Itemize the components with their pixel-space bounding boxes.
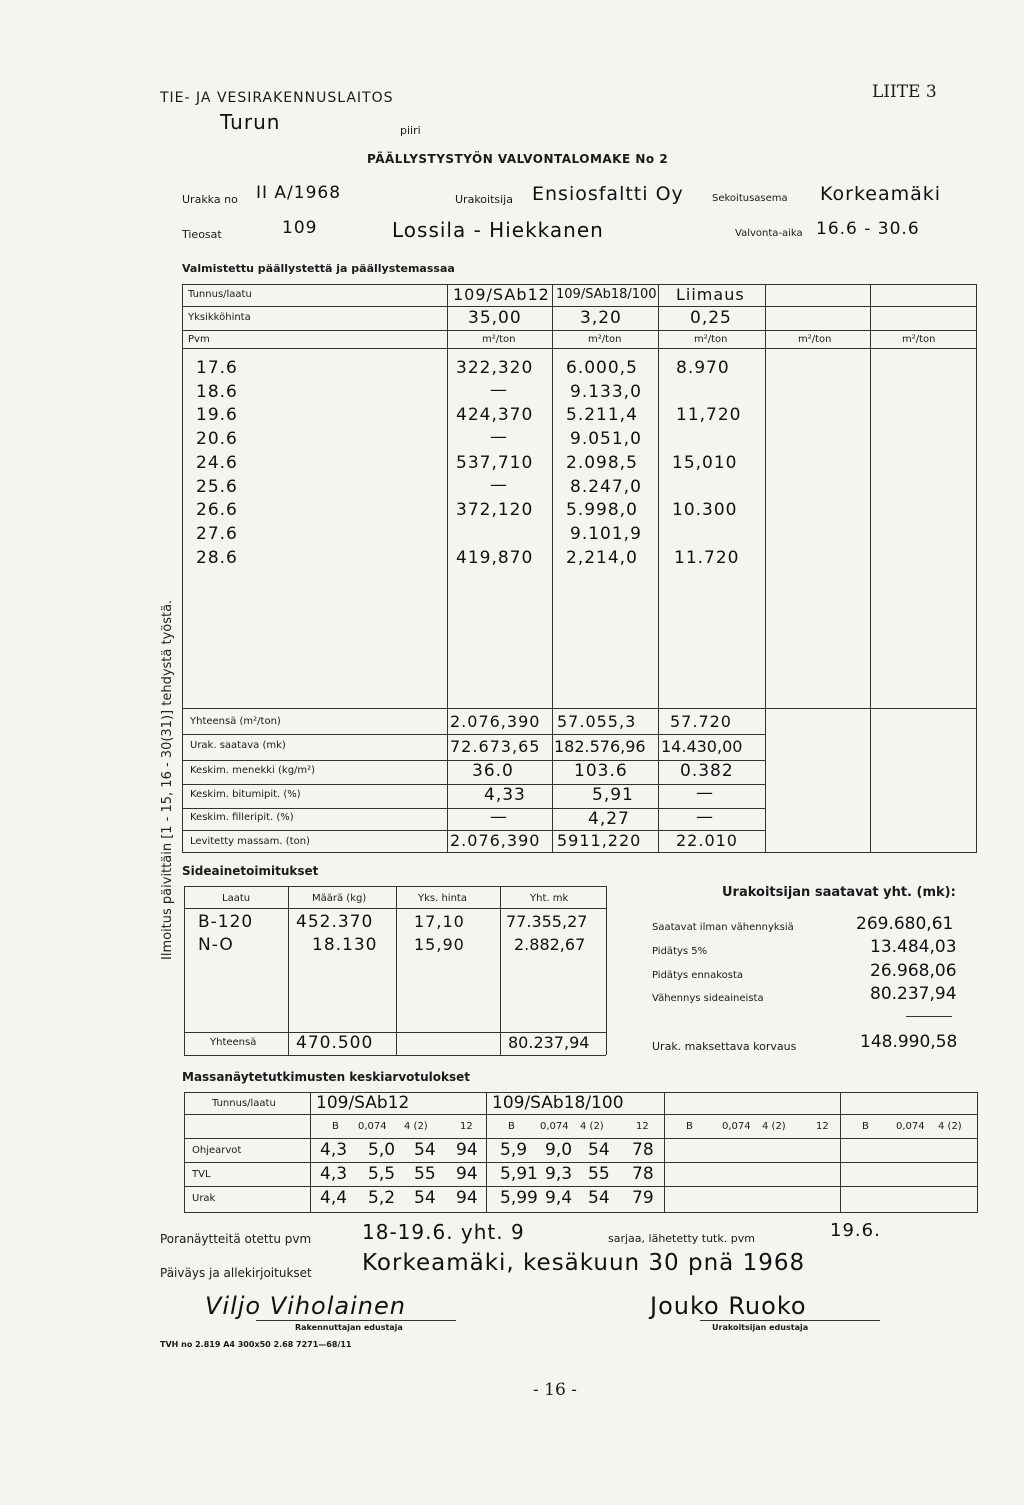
massa-table-line: [664, 1092, 665, 1212]
urakoitsija-label: Urakoitsija: [455, 193, 513, 206]
main-table-line: [182, 306, 977, 307]
massa-sub-12: 12: [460, 1121, 473, 1132]
side-header-laatu: Laatu: [222, 893, 251, 904]
massa-sub-b: B: [332, 1121, 339, 1132]
saatavat-label: Pidätys 5%: [652, 946, 708, 957]
paivays-label: Päiväys ja allekirjoitukset: [160, 1266, 312, 1280]
massa-v: 54: [414, 1140, 436, 1160]
side-table-line: [396, 886, 397, 1055]
col-unit-4: m²/ton: [798, 334, 832, 345]
summary-c3: —: [696, 807, 714, 827]
side-table-line: [606, 886, 607, 1055]
col-unit-5: m²/ton: [902, 334, 936, 345]
signature-right: Jouko Ruoko: [650, 1292, 807, 1320]
summary-c2: 4,27: [588, 809, 630, 829]
sarjaa-label: sarjaa, lähetetty tutk. pvm: [608, 1232, 755, 1245]
massa-v: 5,99: [500, 1188, 538, 1208]
massa-sub-12: 12: [636, 1121, 649, 1132]
urakka-value: II A/1968: [256, 183, 342, 203]
main-table-title: Valmistettu päällystettä ja päällystemassaa: [182, 262, 455, 275]
row-c2: 5.211,4: [566, 405, 638, 425]
massa-sub-b: B: [686, 1121, 693, 1132]
side-table-line: [184, 908, 606, 909]
main-table-line: [552, 284, 553, 852]
row-c2: 9.051,0: [570, 429, 642, 449]
massa-table-line: [184, 1138, 978, 1139]
side-row-maara: 18.130: [312, 935, 378, 955]
massa-sub-b: B: [862, 1121, 869, 1132]
main-table-line: [976, 284, 977, 852]
massa-sub-4: 4 (2): [404, 1121, 428, 1132]
massa-v: 4,4: [320, 1188, 348, 1208]
saatavat-underline: [906, 1016, 952, 1017]
pora-label: Poranäytteitä otettu pvm: [160, 1232, 312, 1246]
col-tunnus-2: 109/SAb18/100: [556, 287, 657, 302]
side-row-yht: 2.882,67: [514, 935, 586, 954]
row-c2: 2.098,5: [566, 453, 638, 473]
massa-group-1: 109/SAb12: [316, 1093, 410, 1113]
main-table-line: [182, 852, 977, 853]
row-c2: 9.101,9: [570, 524, 642, 544]
massa-row-label: TVL: [192, 1169, 211, 1180]
massa-table-line: [184, 1212, 978, 1213]
summary-c1: 4,33: [484, 785, 526, 805]
massa-v: 5,91: [500, 1164, 538, 1184]
side-header-yht: Yht. mk: [530, 893, 569, 904]
main-table-line: [182, 330, 977, 331]
row-c2: 6.000,5: [566, 358, 638, 378]
main-table-line: [870, 284, 871, 852]
row-pvm: 19.6: [196, 405, 238, 425]
urakka-label: Urakka no: [182, 193, 238, 206]
row-pvm: 25.6: [196, 477, 238, 497]
massa-v: 54: [414, 1188, 436, 1208]
form-title: PÄÄLLYSTYSTYÖN VALVONTALOMAKE No 2: [367, 152, 669, 166]
vertical-note: Ilmoitus päivittäin [1 - 15, 16 - 30(31)] tehdystä työstä.: [160, 599, 175, 960]
massa-v: 94: [456, 1140, 478, 1160]
tieosat-label: Tieosat: [182, 228, 222, 241]
summary-label: Keskim. menekki (kg/m²): [190, 765, 316, 776]
main-table-line: [658, 284, 659, 852]
side-total-yht: 80.237,94: [508, 1033, 590, 1052]
col-tunnus-1: 109/SAb12: [453, 285, 550, 304]
row-pvm: 20.6: [196, 429, 238, 449]
saatavat-label: Saatavat ilman vähennyksiä: [652, 922, 794, 933]
main-table-border: [182, 284, 977, 285]
signature-line: [256, 1320, 456, 1321]
saatavat-value: 26.968,06: [870, 961, 957, 981]
massa-v: 79: [632, 1188, 654, 1208]
main-table-line: [182, 808, 765, 809]
massa-v: 9,4: [545, 1188, 573, 1208]
liite-label: LIITE 3: [872, 82, 937, 102]
row-pvm: 27.6: [196, 524, 238, 544]
summary-c2: 5,91: [592, 785, 634, 805]
main-table-line: [765, 284, 766, 852]
row-c3: 11.720: [674, 548, 740, 568]
massa-sub-4: 4 (2): [762, 1121, 786, 1132]
massa-table-line: [184, 1114, 978, 1115]
saatavat-total-label: Urak. maksettava korvaus: [652, 1040, 797, 1053]
side-table-line: [288, 886, 289, 1055]
massa-table-line: [184, 1162, 978, 1163]
summary-c2: 182.576,96: [554, 737, 646, 756]
massa-v: 54: [588, 1188, 610, 1208]
col-tunnus-3: Liimaus: [676, 285, 745, 304]
massa-sub-4: 4 (2): [580, 1121, 604, 1132]
side-row-hinta: 15,90: [414, 935, 465, 954]
massa-sub-12: 12: [816, 1121, 829, 1132]
tieosat-number: 109: [282, 218, 318, 238]
massa-sub-b: B: [508, 1121, 515, 1132]
row-c1: 537,710: [456, 453, 534, 473]
massa-v: 5,2: [368, 1188, 396, 1208]
side-title: Sideainetoimitukset: [182, 864, 319, 878]
page-number: - 16 -: [533, 1380, 577, 1400]
summary-c1: 36.0: [472, 761, 514, 781]
sarjaa-value: 19.6.: [830, 1220, 881, 1241]
row-pvm: 18.6: [196, 382, 238, 402]
side-total-maara: 470.500: [296, 1033, 374, 1053]
massa-v: 4,3: [320, 1140, 348, 1160]
row-c1: 424,370: [456, 405, 534, 425]
col-hinta-2: 3,20: [580, 308, 622, 328]
paivays-value: Korkeamäki, kesäkuun 30 pnä 1968: [362, 1250, 806, 1276]
summary-c3: 22.010: [676, 831, 738, 850]
massa-v: 78: [632, 1140, 654, 1160]
massa-row-label: Ohjearvot: [192, 1145, 242, 1156]
massa-v: 5,9: [500, 1140, 528, 1160]
side-total-label: Yhteensä: [210, 1037, 257, 1048]
massa-sub-4: 4 (2): [938, 1121, 962, 1132]
massa-v: 54: [588, 1140, 610, 1160]
row-pvm: 26.6: [196, 500, 238, 520]
massa-table-line: [184, 1186, 978, 1187]
side-row-hinta: 17,10: [414, 912, 465, 931]
main-table-line: [182, 348, 977, 349]
col-unit-2: m²/ton: [588, 334, 622, 345]
row-c2: 5.998,0: [566, 500, 638, 520]
side-header-maara: Määrä (kg): [312, 893, 367, 904]
urakoitsija-value: Ensiosfaltti Oy: [532, 183, 684, 205]
row-pvm: 17.6: [196, 358, 238, 378]
row-c3: 11,720: [676, 405, 742, 425]
main-table-line: [182, 784, 765, 785]
side-table-line: [500, 886, 501, 1055]
summary-label: Keskim. bitumipit. (%): [190, 789, 301, 800]
massa-table-line: [184, 1092, 185, 1212]
saatavat-value: 80.237,94: [870, 984, 957, 1004]
sekoitusasema-value: Korkeamäki: [820, 183, 942, 205]
main-table-line: [447, 284, 448, 852]
massa-sub-074: 0,074: [540, 1121, 569, 1132]
row-c3: 8.970: [676, 358, 730, 378]
summary-c3: 14.430,00: [661, 737, 743, 756]
massa-v: 94: [456, 1164, 478, 1184]
massa-table-line: [840, 1092, 841, 1212]
summary-c1: 72.673,65: [450, 737, 541, 756]
col-hinta-1: 35,00: [468, 308, 522, 328]
row-c1: —: [490, 475, 508, 495]
pora-value: 18-19.6. yht. 9: [362, 1220, 525, 1244]
massa-sub-074: 0,074: [722, 1121, 751, 1132]
massa-v: 78: [632, 1164, 654, 1184]
row-c3: 10.300: [672, 500, 738, 520]
main-table-line: [182, 734, 765, 735]
massa-group-2: 109/SAb18/100: [492, 1093, 624, 1113]
side-header-hinta: Yks. hinta: [418, 893, 467, 904]
summary-label: Keskim. filleripit. (%): [190, 812, 294, 823]
saatavat-label: Vähennys sideaineista: [652, 993, 764, 1004]
saatavat-title: Urakoitsijan saatavat yht. (mk):: [722, 885, 956, 900]
side-table-line: [184, 1055, 606, 1056]
sekoitusasema-label: Sekoitusasema: [712, 193, 788, 204]
massa-sub-074: 0,074: [358, 1121, 387, 1132]
row-c3: 15,010: [672, 453, 738, 473]
row-c1: 419,870: [456, 548, 534, 568]
summary-c1: —: [490, 807, 508, 827]
summary-c2: 103.6: [574, 761, 628, 781]
summary-c2: 5911,220: [557, 831, 642, 850]
row-label-pvm: Pvm: [188, 334, 210, 345]
summary-c3: —: [696, 783, 714, 803]
massa-row-header: Tunnus/laatu: [212, 1098, 276, 1109]
massa-v: 9,3: [545, 1164, 573, 1184]
side-row-maara: 452.370: [296, 912, 374, 932]
summary-label: Urak. saatava (mk): [190, 740, 286, 751]
massa-v: 9,0: [545, 1140, 573, 1160]
side-row-yht: 77.355,27: [506, 912, 588, 931]
main-table-line: [182, 708, 977, 709]
row-c2: 8.247,0: [570, 477, 642, 497]
col-hinta-3: 0,25: [690, 308, 732, 328]
summary-label: Levitetty massam. (ton): [190, 836, 310, 847]
massa-v: 94: [456, 1188, 478, 1208]
row-c1: 372,120: [456, 500, 534, 520]
summary-c3: 57.720: [670, 712, 732, 731]
massa-table-line: [486, 1092, 487, 1212]
col-unit-1: m²/ton: [482, 334, 516, 345]
row-c2: 2,214,0: [566, 548, 638, 568]
row-c1: 322,320: [456, 358, 534, 378]
massa-v: 55: [588, 1164, 610, 1184]
print-code: TVH no 2.819 A4 300x50 2.68 7271—68/11: [160, 1340, 352, 1349]
org-name: TIE- JA VESIRAKENNUSLAITOS: [160, 90, 394, 106]
massa-table-line: [310, 1092, 311, 1212]
saatavat-value: 13.484,03: [870, 937, 957, 957]
signature-left: Viljo Viholainen: [205, 1292, 406, 1320]
row-c1: —: [490, 380, 508, 400]
valvonta-value: 16.6 - 30.6: [816, 219, 920, 239]
massa-sub-074: 0,074: [896, 1121, 925, 1132]
massa-row-label: Urak: [192, 1193, 216, 1204]
signature-line: [700, 1320, 880, 1321]
side-row-laatu: N-O: [198, 935, 234, 955]
row-c1: —: [490, 427, 508, 447]
massa-v: 5,0: [368, 1140, 396, 1160]
saatavat-value: 269.680,61: [856, 914, 954, 934]
row-pvm: 28.6: [196, 548, 238, 568]
summary-label: Yhteensä (m²/ton): [190, 716, 281, 727]
saatavat-total-value: 148.990,58: [860, 1032, 958, 1052]
row-pvm: 24.6: [196, 453, 238, 473]
main-table-line: [182, 284, 183, 852]
massa-table-line: [977, 1092, 978, 1212]
row-label-tunnus: Tunnus/laatu: [188, 289, 252, 300]
massa-v: 5,5: [368, 1164, 396, 1184]
saatavat-label: Pidätys ennakosta: [652, 970, 744, 981]
piiri-value: Turun: [220, 110, 281, 134]
summary-c1: 2.076,390: [450, 831, 541, 850]
summary-c2: 57.055,3: [557, 712, 637, 731]
col-unit-3: m²/ton: [694, 334, 728, 345]
valvonta-label: Valvonta-aika: [735, 228, 803, 239]
row-label-hinta: Yksikköhinta: [188, 312, 251, 323]
summary-c3: 0.382: [680, 761, 734, 781]
side-row-laatu: B-120: [198, 912, 254, 932]
massa-title: Massanäytetutkimusten keskiarvotulokset: [182, 1070, 471, 1084]
tieosat-name: Lossila - Hiekkanen: [392, 218, 604, 242]
piiri-label: piiri: [400, 124, 421, 137]
summary-c1: 2.076,390: [450, 712, 541, 731]
signature-right-role: Urakoitsijan edustaja: [712, 1323, 809, 1332]
side-table-line: [184, 886, 606, 887]
massa-v: 55: [414, 1164, 436, 1184]
massa-v: 4,3: [320, 1164, 348, 1184]
row-c2: 9.133,0: [570, 382, 642, 402]
signature-left-role: Rakennuttajan edustaja: [295, 1323, 403, 1332]
side-table-line: [184, 886, 185, 1055]
